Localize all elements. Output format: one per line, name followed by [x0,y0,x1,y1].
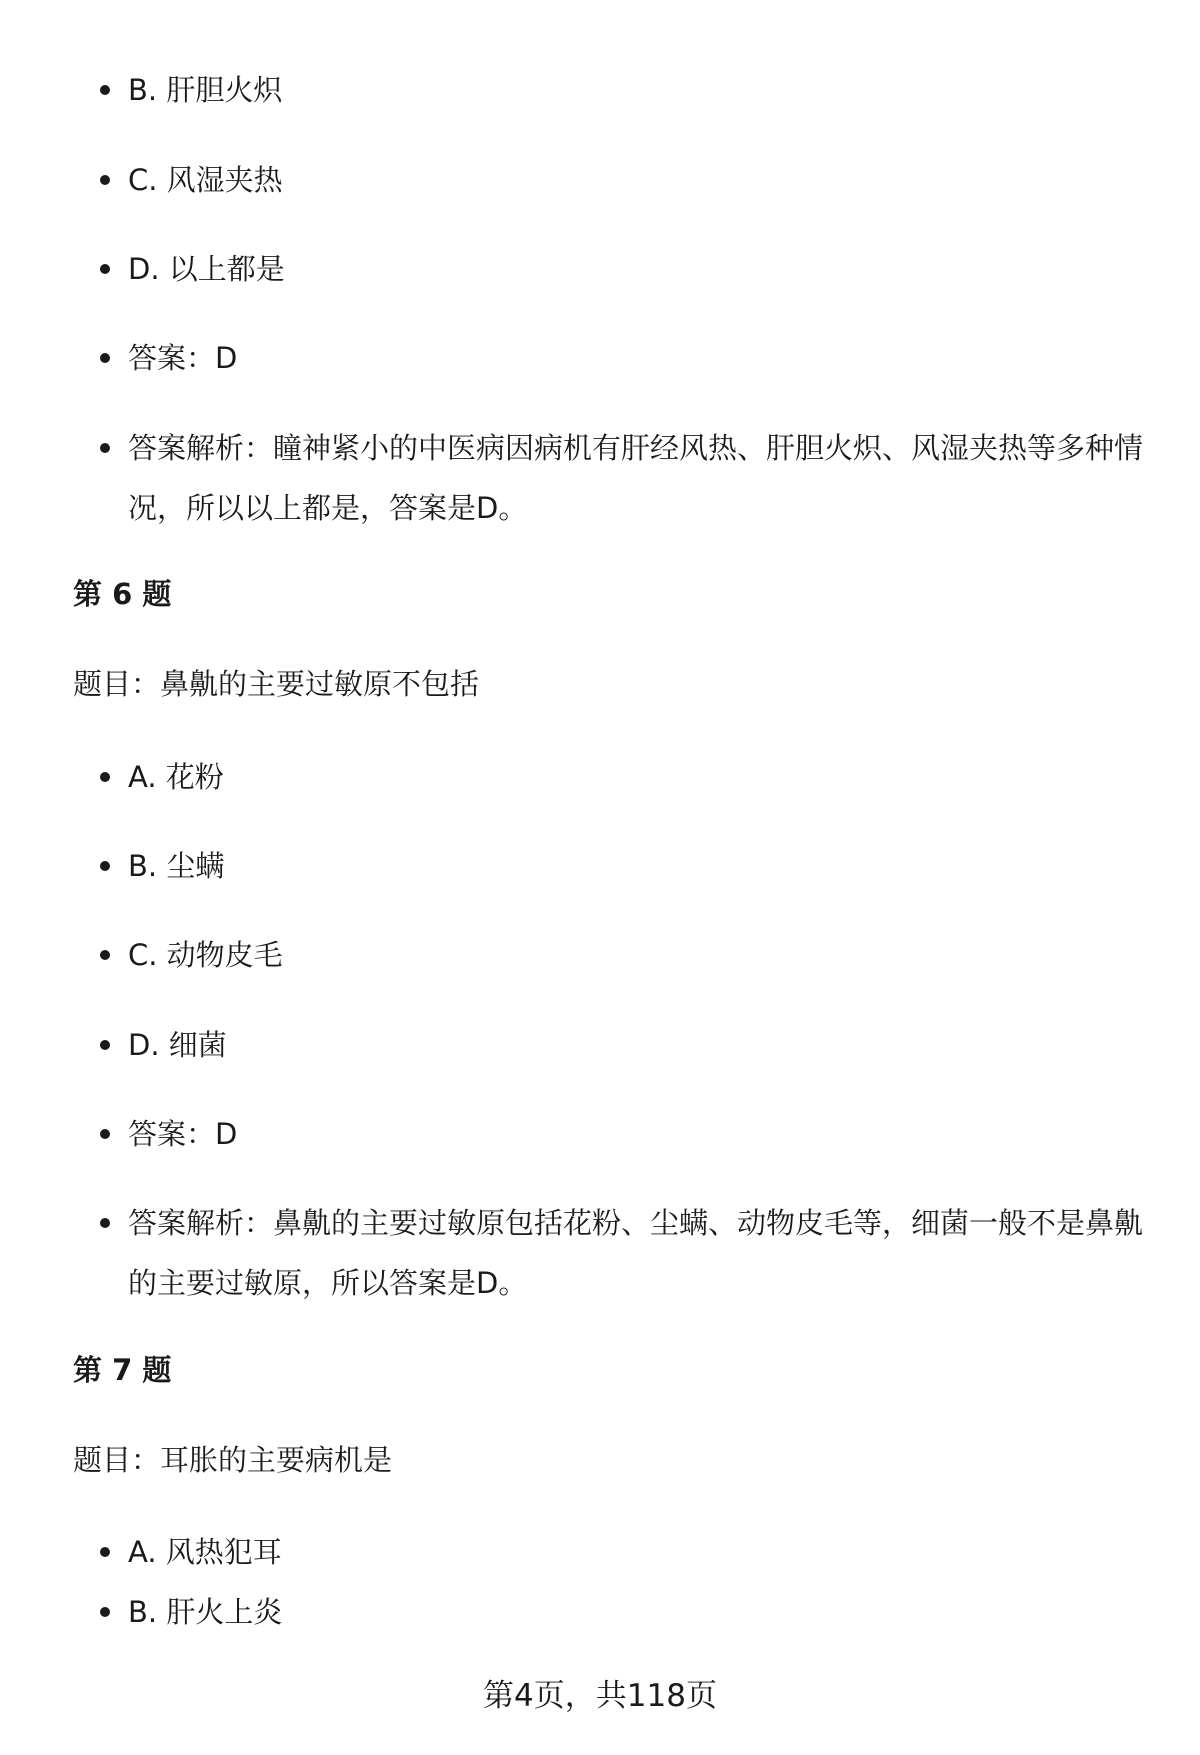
option-b: B. 肝火上炎 [128,1595,283,1629]
bullet [100,1607,110,1617]
option-b: B. 尘螨 [128,849,225,883]
answer: 答案：D [128,341,238,375]
bullet [100,175,110,185]
bullet [100,861,110,871]
bullet [100,1547,110,1557]
option-c: C. 风湿夹热 [128,163,283,197]
answer: 答案：D [128,1117,238,1151]
question-heading: 第 6 题 [73,577,172,611]
answer-analysis: 答案解析：瞳神紧小的中医病因病机有肝经风热、肝胆火炽、风湿夹热等多种情况，所以以上都是，答案是D。 [128,431,1144,525]
page-number: 第4页，共118页 [483,1678,717,1714]
bullet [100,1129,110,1139]
bullet [100,443,110,453]
bullet [100,1218,110,1228]
bullet [100,353,110,363]
question-heading: 第 7 题 [73,1353,172,1387]
option-d: D. 细菌 [128,1028,227,1062]
option-d: D. 以上都是 [128,252,285,286]
option-c: C. 动物皮毛 [128,938,283,972]
option-b: B. 肝胆火炽 [128,73,283,107]
bullet [100,950,110,960]
bullet [100,1040,110,1050]
bullet [100,85,110,95]
answer-analysis: 答案解析：鼻鼽的主要过敏原包括花粉、尘螨、动物皮毛等，细菌一般不是鼻鼽的主要过敏原，所以答案是D。 [128,1206,1144,1300]
bullet [100,772,110,782]
option-a: A. 风热犯耳 [128,1535,282,1569]
question-text: 题目：鼻鼽的主要过敏原不包括 [73,667,480,701]
bullet [100,264,110,274]
option-a: A. 花粉 [128,760,224,794]
question-text: 题目：耳胀的主要病机是 [73,1443,393,1477]
